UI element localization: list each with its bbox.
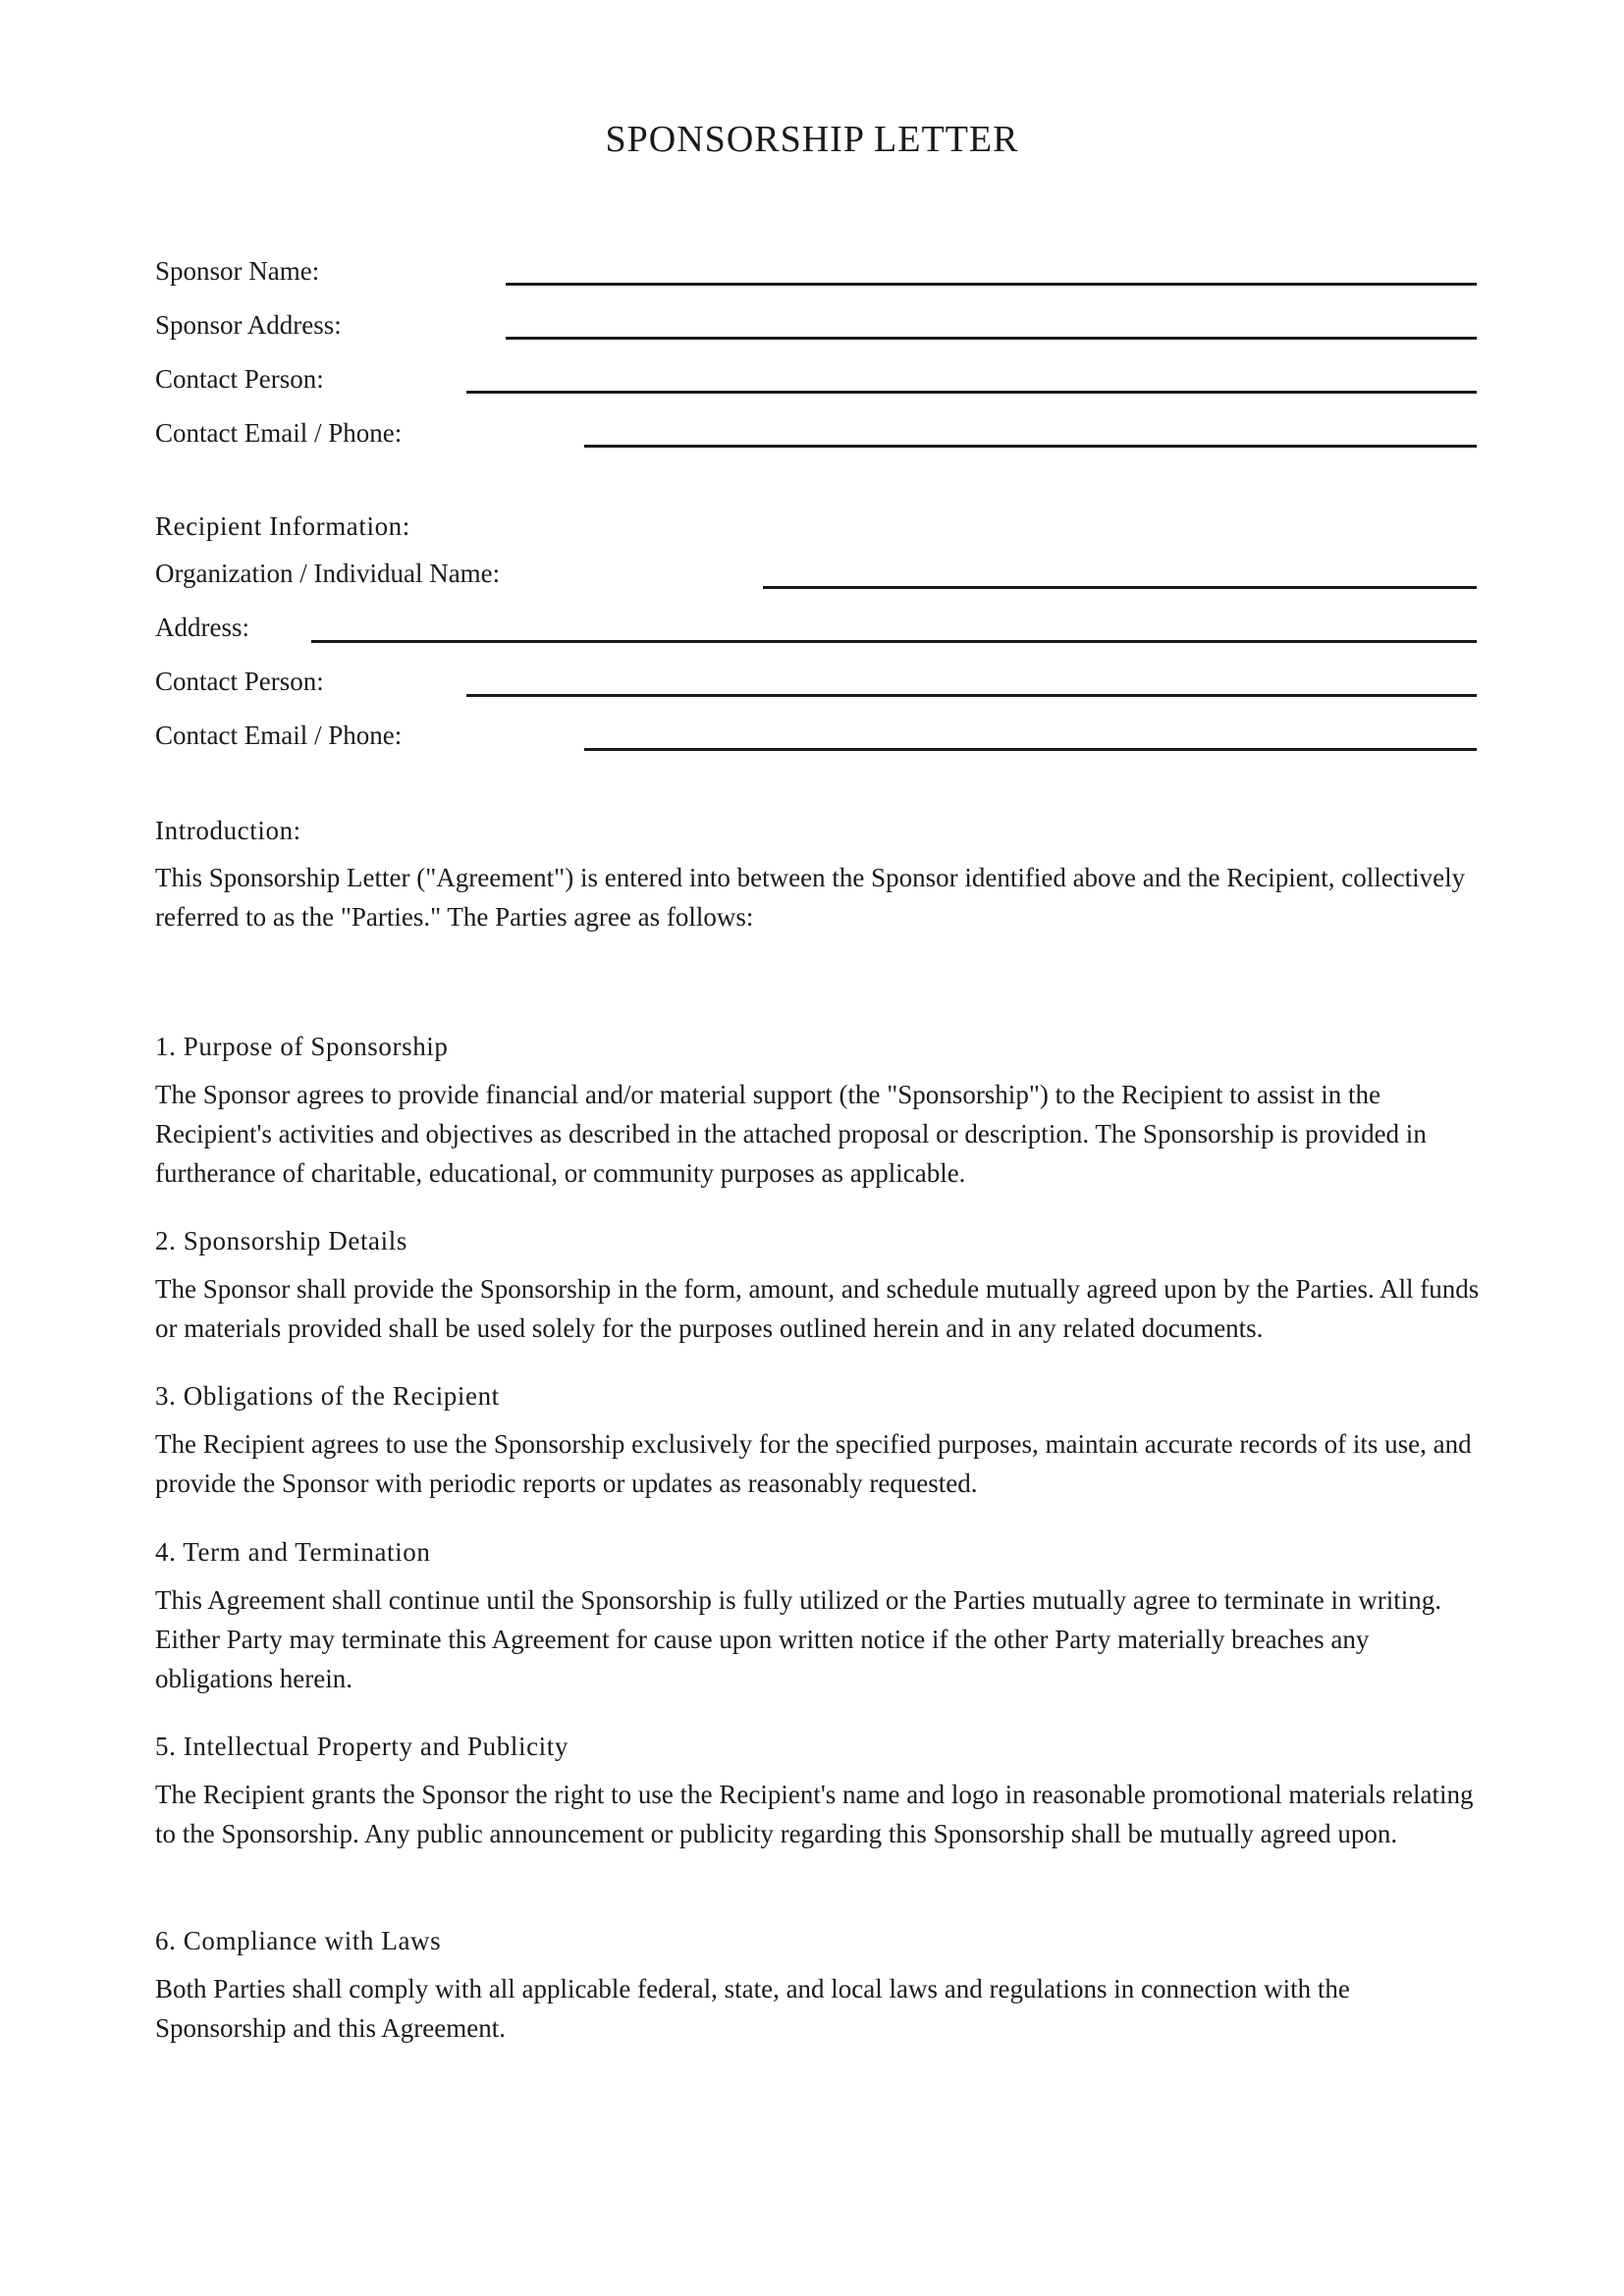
section-5-heading: 5. Intellectual Property and Publicity <box>155 1732 568 1761</box>
section-2-text: The Sponsor shall provide the Sponsorship in the form, amount, and schedule mutually agreed upon by the Parties. All funds or materials provided shall be used solely for the purposes outlined herein and in any related documents. <box>155 1274 1480 1343</box>
recipient-address-field[interactable] <box>311 640 1477 643</box>
introduction-text: This Sponsorship Letter ("Agreement") is entered into between the Sponsor identified above and the Recipient, collectively referred to as the "Parties." The Parties agree as follows: <box>155 863 1466 932</box>
section-1-heading: 1. Purpose of Sponsorship <box>155 1032 449 1061</box>
section-3-text: The Recipient agrees to use the Sponsorship exclusively for the specified purposes, maintain accurate records of its use, and provide the Sponsor with periodic reports or updates as reasonably requested. <box>155 1429 1472 1498</box>
recipient-address-label: Address: <box>155 613 249 642</box>
section-4-heading: 4. Term and Termination <box>155 1537 431 1567</box>
sponsor-name-label: Sponsor Name: <box>155 256 320 286</box>
recipient-heading: Recipient Information: <box>155 511 410 541</box>
recipient-contact-person-field[interactable] <box>466 694 1477 697</box>
document-title: SPONSORSHIP LETTER <box>605 119 1019 160</box>
recipient-contact-person-label: Contact Person: <box>155 667 324 696</box>
sponsor-contact-email-field[interactable] <box>584 445 1477 448</box>
sponsor-address-label: Sponsor Address: <box>155 310 342 340</box>
recipient-name-field[interactable] <box>763 586 1477 589</box>
sponsor-contact-email-label: Contact Email / Phone: <box>155 418 403 448</box>
sponsor-contact-person-field[interactable] <box>466 391 1477 394</box>
introduction-heading: Introduction: <box>155 816 301 845</box>
sponsor-name-field[interactable] <box>506 283 1477 286</box>
section-6-text: Both Parties shall comply with all applicable federal, state, and local laws and regulations in connection with the Sponsorship and this Agreement. <box>155 1974 1350 2043</box>
sponsor-contact-person-label: Contact Person: <box>155 364 324 394</box>
section-1-text: The Sponsor agrees to provide financial and/or material support (the "Sponsorship") to the Recipient to assist in the Recipient's activities and objectives as described in the attached proposal or description. The Sponsorship is provided in furtherance of charitable, educational, or community purposes as applicable. <box>155 1080 1427 1188</box>
section-5-text: The Recipient grants the Sponsor the right to use the Recipient's name and logo in reasonable promotional materials relating to the Sponsorship. Any public announcement or publicity regarding this Sponsorship shall be mutually agreed upon. <box>155 1780 1474 1848</box>
recipient-name-label: Organization / Individual Name: <box>155 559 501 588</box>
section-2-heading: 2. Sponsorship Details <box>155 1226 407 1255</box>
sponsor-address-field[interactable] <box>506 337 1477 340</box>
section-6-heading: 6. Compliance with Laws <box>155 1926 442 1955</box>
section-3-heading: 3. Obligations of the Recipient <box>155 1381 500 1411</box>
section-4-text: This Agreement shall continue until the Sponsorship is fully utilized or the Parties mutually agree to terminate in writing. Either Party may terminate this Agreement for cause upon written notice if the other Party materially breaches any obligations herein. <box>155 1585 1442 1693</box>
recipient-contact-email-field[interactable] <box>584 748 1477 751</box>
recipient-contact-email-label: Contact Email / Phone: <box>155 721 403 750</box>
